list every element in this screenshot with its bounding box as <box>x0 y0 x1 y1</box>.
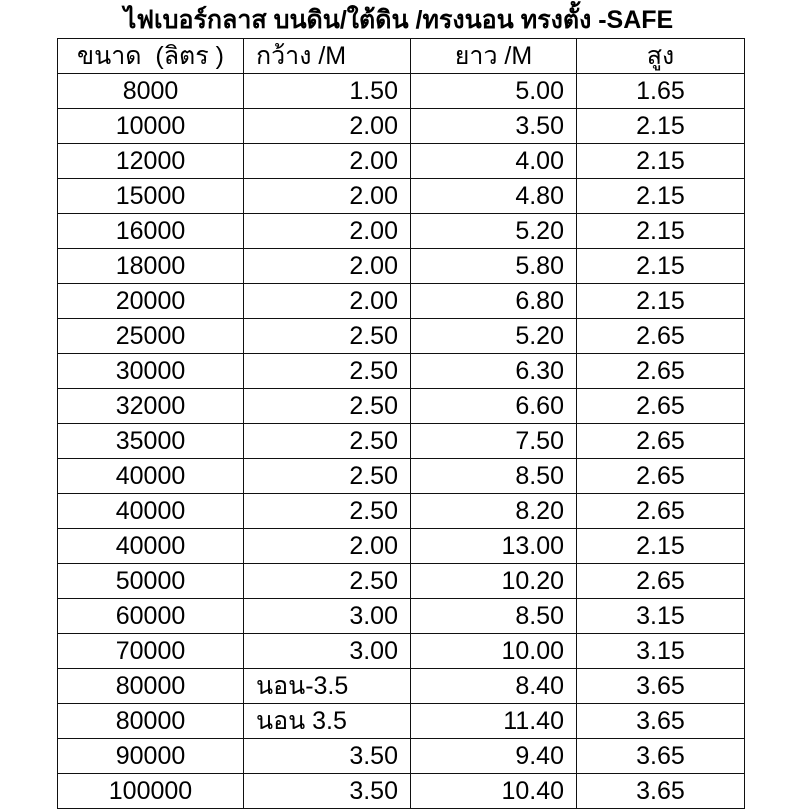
table-row <box>57 459 745 494</box>
cell-width: นอน 3.5 <box>244 704 411 739</box>
cell-width: 2.50 <box>244 424 411 459</box>
table-row <box>57 704 745 739</box>
header-size: ขนาด (ลิตร ) <box>57 38 244 74</box>
cell-height: 2.15 <box>577 144 745 179</box>
table-row <box>57 634 745 669</box>
cell-size: 12000 <box>57 144 244 179</box>
cell-height: 3.15 <box>577 599 745 634</box>
cell-height: 3.15 <box>577 634 745 669</box>
table-row <box>57 354 745 389</box>
cell-height: 1.65 <box>577 74 745 109</box>
table-row <box>57 669 745 704</box>
table-body <box>57 74 745 809</box>
cell-size: 16000 <box>57 214 244 249</box>
cell-width: 2.00 <box>244 109 411 144</box>
cell-width: 2.50 <box>244 354 411 389</box>
tank-size-table <box>57 38 745 809</box>
table-row <box>57 739 745 774</box>
cell-height: 2.65 <box>577 319 745 354</box>
cell-height: 2.65 <box>577 564 745 599</box>
table-title: ไฟเบอร์กลาส บนดิน/ใต้ดิน /ทรงนอน ทรงตั้ง -SAFE <box>123 6 674 34</box>
cell-height: 2.65 <box>577 459 745 494</box>
cell-length: 5.20 <box>411 214 577 249</box>
table-row <box>57 179 745 214</box>
cell-length: 10.00 <box>411 634 577 669</box>
cell-width: 2.50 <box>244 389 411 424</box>
table-row <box>57 529 745 564</box>
cell-size: 20000 <box>57 284 244 319</box>
cell-size: 10000 <box>57 109 244 144</box>
cell-size: 8000 <box>57 74 244 109</box>
cell-height: 2.15 <box>577 529 745 564</box>
cell-size: 18000 <box>57 249 244 284</box>
cell-size: 70000 <box>57 634 244 669</box>
table-row <box>57 319 745 354</box>
cell-width: 2.50 <box>244 564 411 599</box>
header-row <box>57 38 745 74</box>
cell-height: 2.15 <box>577 249 745 284</box>
header-height: สูง <box>577 38 745 74</box>
cell-width: 3.00 <box>244 599 411 634</box>
table-row <box>57 494 745 529</box>
cell-size: 100000 <box>57 774 244 809</box>
table-row <box>57 249 745 284</box>
cell-size: 32000 <box>57 389 244 424</box>
cell-height: 3.65 <box>577 704 745 739</box>
cell-length: 5.20 <box>411 319 577 354</box>
header-width: กว้าง /M <box>244 38 411 74</box>
cell-length: 5.00 <box>411 74 577 109</box>
table-row <box>57 214 745 249</box>
cell-width: 2.00 <box>244 179 411 214</box>
cell-length: 5.80 <box>411 249 577 284</box>
table-row <box>57 599 745 634</box>
cell-length: 10.40 <box>411 774 577 809</box>
cell-width: 3.50 <box>244 739 411 774</box>
cell-size: 40000 <box>57 529 244 564</box>
cell-size: 90000 <box>57 739 244 774</box>
cell-size: 25000 <box>57 319 244 354</box>
cell-length: 13.00 <box>411 529 577 564</box>
cell-height: 2.15 <box>577 214 745 249</box>
header-length: ยาว /M <box>411 38 577 74</box>
cell-width: นอน-3.5 <box>244 669 411 704</box>
cell-size: 35000 <box>57 424 244 459</box>
table-row <box>57 74 745 109</box>
cell-height: 2.15 <box>577 109 745 144</box>
cell-length: 4.80 <box>411 179 577 214</box>
table-row <box>57 564 745 599</box>
cell-size: 40000 <box>57 459 244 494</box>
cell-length: 6.80 <box>411 284 577 319</box>
table-row <box>57 389 745 424</box>
table-row <box>57 109 745 144</box>
cell-size: 80000 <box>57 704 244 739</box>
cell-width: 3.50 <box>244 774 411 809</box>
cell-width: 2.50 <box>244 494 411 529</box>
cell-length: 6.30 <box>411 354 577 389</box>
cell-height: 2.65 <box>577 389 745 424</box>
table-row <box>57 774 745 809</box>
cell-length: 9.40 <box>411 739 577 774</box>
cell-width: 2.50 <box>244 459 411 494</box>
cell-height: 2.15 <box>577 284 745 319</box>
cell-length: 3.50 <box>411 109 577 144</box>
cell-length: 6.60 <box>411 389 577 424</box>
cell-length: 11.40 <box>411 704 577 739</box>
cell-width: 2.00 <box>244 529 411 564</box>
cell-size: 30000 <box>57 354 244 389</box>
cell-width: 2.50 <box>244 319 411 354</box>
cell-width: 2.00 <box>244 144 411 179</box>
cell-size: 50000 <box>57 564 244 599</box>
cell-height: 3.65 <box>577 774 745 809</box>
table-row <box>57 144 745 179</box>
cell-length: 4.00 <box>411 144 577 179</box>
cell-length: 8.50 <box>411 599 577 634</box>
cell-width: 2.00 <box>244 214 411 249</box>
cell-size: 60000 <box>57 599 244 634</box>
cell-size: 80000 <box>57 669 244 704</box>
cell-height: 2.65 <box>577 354 745 389</box>
cell-length: 8.50 <box>411 459 577 494</box>
cell-length: 8.20 <box>411 494 577 529</box>
cell-length: 7.50 <box>411 424 577 459</box>
cell-height: 3.65 <box>577 739 745 774</box>
cell-height: 2.65 <box>577 424 745 459</box>
cell-height: 2.15 <box>577 179 745 214</box>
cell-height: 3.65 <box>577 669 745 704</box>
cell-width: 2.00 <box>244 249 411 284</box>
cell-length: 10.20 <box>411 564 577 599</box>
cell-width: 2.00 <box>244 284 411 319</box>
cell-height: 2.65 <box>577 494 745 529</box>
cell-size: 40000 <box>57 494 244 529</box>
table-row <box>57 284 745 319</box>
table-row <box>57 424 745 459</box>
cell-width: 3.00 <box>244 634 411 669</box>
cell-width: 1.50 <box>244 74 411 109</box>
cell-size: 15000 <box>57 179 244 214</box>
cell-length: 8.40 <box>411 669 577 704</box>
